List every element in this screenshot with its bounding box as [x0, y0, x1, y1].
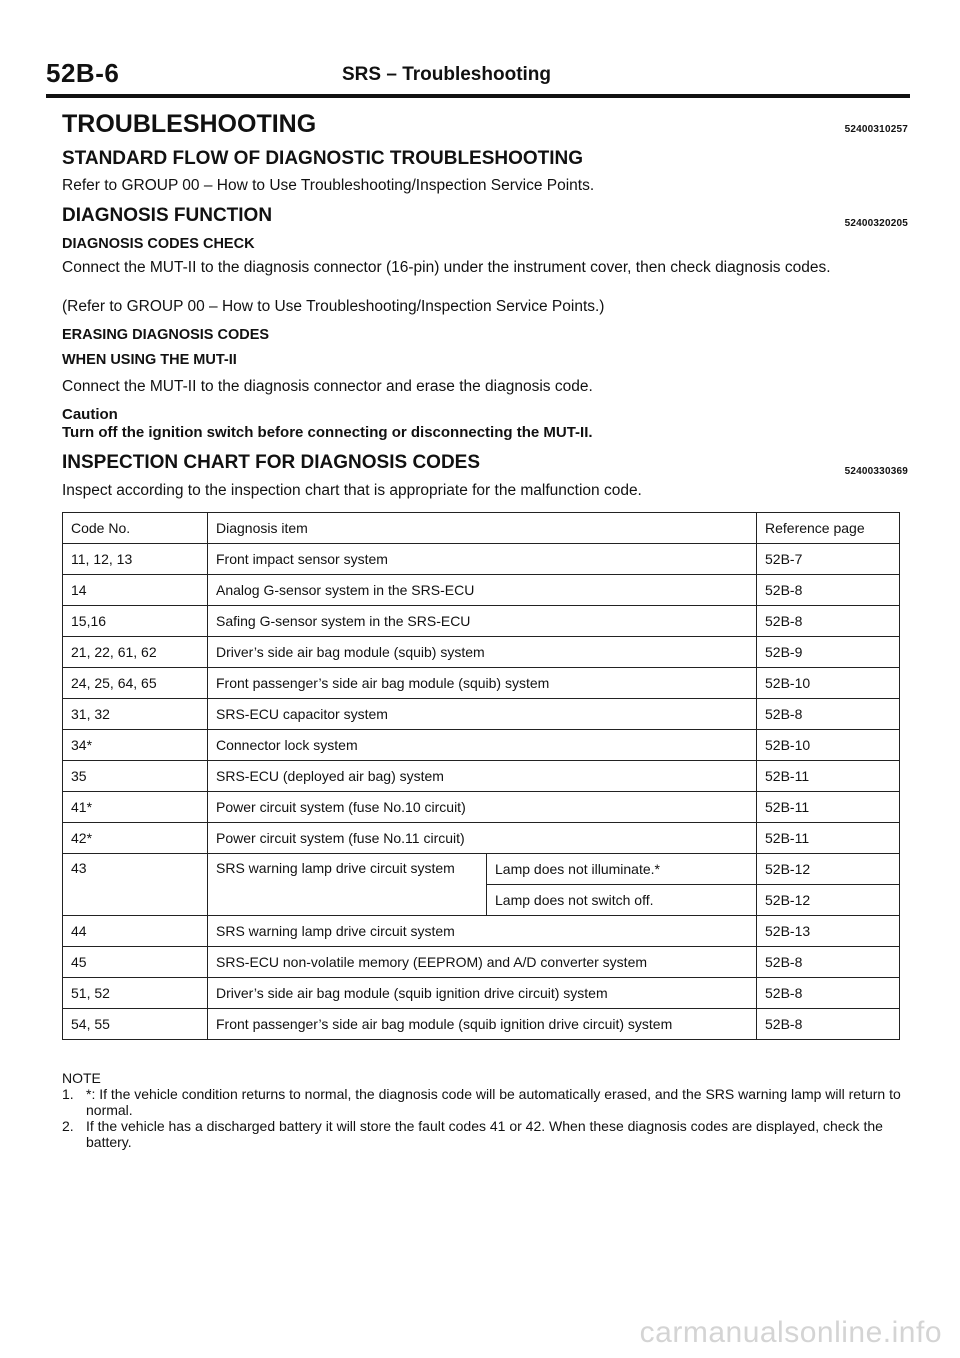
subheading-standard-flow: STANDARD FLOW OF DIAGNOSTIC TROUBLESHOOTING: [62, 148, 584, 169]
page-cell: 52B-10: [757, 668, 900, 699]
header-code-no: Code No.: [63, 513, 208, 544]
table-row: [63, 916, 900, 947]
page-title: SRS – Troubleshooting: [342, 64, 552, 85]
page-cell: 52B-8: [757, 978, 900, 1009]
inspection-chart-table: [62, 512, 900, 1040]
page-cell: 52B-13: [757, 916, 900, 947]
table-header-row: [63, 513, 900, 544]
note-label: NOTE: [62, 1070, 101, 1086]
page-cell: 52B-8: [757, 947, 900, 978]
table-row: [63, 637, 900, 668]
page-cell: 52B-8: [757, 575, 900, 606]
erasing-codes-heading: ERASING DIAGNOSIS CODES: [62, 327, 270, 343]
page-cell: 52B-11: [757, 761, 900, 792]
note-text: If the vehicle has a discharged battery it will store the fault codes 41 or 42. When these diagnosis codes are displayed, check the battery.: [86, 1118, 883, 1150]
note-text: *: If the vehicle condition returns to normal, the diagnosis code will be automatically erased, and the SRS warning lamp will return to normal.: [86, 1086, 901, 1118]
page-cell: 52B-9: [757, 637, 900, 668]
item-cell: Analog G-sensor system in the SRS-ECU: [208, 575, 757, 606]
page-cell: 52B-12: [757, 885, 900, 916]
item-cell: SRS-ECU capacitor system: [208, 699, 757, 730]
table-row: [63, 1009, 900, 1040]
table-row: [63, 792, 900, 823]
table-row: [63, 854, 900, 885]
note-number: 2.: [62, 1118, 74, 1134]
table-row: [63, 823, 900, 854]
code-cell: 43: [63, 854, 208, 916]
item-cell: Power circuit system (fuse No.10 circuit): [208, 792, 757, 823]
header-reference-page: Reference page: [757, 513, 900, 544]
section-heading-troubleshooting: TROUBLESHOOTING: [62, 110, 317, 138]
page-number: 52B-6: [46, 58, 120, 88]
code-cell: 11, 12, 13: [63, 544, 208, 575]
page-header: [46, 54, 910, 98]
code-cell: 42*: [63, 823, 208, 854]
code-cell: 51, 52: [63, 978, 208, 1009]
erasing-codes-text: Connect the MUT-II to the diagnosis connector and erase the diagnosis code.: [62, 378, 593, 395]
section-code: 52400310257: [844, 124, 908, 135]
code-cell: 44: [63, 916, 208, 947]
watermark: carmanualsonline.info: [639, 1316, 942, 1349]
item-cell: SRS warning lamp drive circuit system: [208, 916, 757, 947]
table-row: [63, 978, 900, 1009]
standard-flow-text: Refer to GROUP 00 – How to Use Troubleshooting/Inspection Service Points.: [62, 177, 595, 194]
code-cell: 54, 55: [63, 1009, 208, 1040]
code-cell: 24, 25, 64, 65: [63, 668, 208, 699]
diagnosis-codes-check-text: Connect the MUT-II to the diagnosis connector (16-pin) under the instrument cover, then check diagnosis codes.: [62, 259, 831, 276]
subheading-diagnosis-function: DIAGNOSIS FUNCTION: [62, 205, 273, 226]
code-cell: 31, 32: [63, 699, 208, 730]
note-item: [62, 1118, 912, 1150]
code-cell: 45: [63, 947, 208, 978]
page-cell: 52B-11: [757, 823, 900, 854]
condition-cell: Lamp does not illuminate.*: [487, 854, 757, 885]
item-cell: Safing G-sensor system in the SRS-ECU: [208, 606, 757, 637]
page-cell: 52B-11: [757, 792, 900, 823]
diagnosis-function-code: 52400320205: [844, 218, 908, 229]
table-row: [63, 947, 900, 978]
diagnosis-codes-check-heading: DIAGNOSIS CODES CHECK: [62, 236, 255, 252]
item-cell: SRS-ECU (deployed air bag) system: [208, 761, 757, 792]
table-row: [63, 730, 900, 761]
table-row: [63, 575, 900, 606]
item-cell: Front passenger’s side air bag module (squib ignition drive circuit) system: [208, 1009, 757, 1040]
subheading-inspection-chart: INSPECTION CHART FOR DIAGNOSIS CODES: [62, 452, 481, 473]
table-row: [63, 761, 900, 792]
item-cell: SRS-ECU non-volatile memory (EEPROM) and A/D converter system: [208, 947, 757, 978]
table-row: [63, 668, 900, 699]
item-cell: Driver’s side air bag module (squib) system: [208, 637, 757, 668]
item-cell: Driver’s side air bag module (squib ignition drive circuit) system: [208, 978, 757, 1009]
caution-label: Caution: [62, 406, 118, 423]
inspection-chart-code: 52400330369: [844, 466, 908, 477]
header-diagnosis-item: Diagnosis item: [208, 513, 757, 544]
page-cell: 52B-8: [757, 606, 900, 637]
condition-cell: Lamp does not switch off.: [487, 885, 757, 916]
page-cell: 52B-8: [757, 1009, 900, 1040]
page-cell: 52B-12: [757, 854, 900, 885]
code-cell: 35: [63, 761, 208, 792]
code-cell: 21, 22, 61, 62: [63, 637, 208, 668]
item-cell: SRS warning lamp drive circuit system: [208, 854, 487, 916]
inspection-chart-text: Inspect according to the inspection chart that is appropriate for the malfunction code.: [62, 482, 642, 499]
code-cell: 34*: [63, 730, 208, 761]
item-cell: Front impact sensor system: [208, 544, 757, 575]
code-cell: 14: [63, 575, 208, 606]
table-row: [63, 699, 900, 730]
code-cell: 15,16: [63, 606, 208, 637]
erasing-mut-subheading: WHEN USING THE MUT-II: [62, 352, 237, 368]
notes-section: [62, 1070, 912, 1150]
note-item: [62, 1086, 912, 1118]
page-cell: 52B-10: [757, 730, 900, 761]
table-row: [63, 544, 900, 575]
item-cell: Power circuit system (fuse No.11 circuit): [208, 823, 757, 854]
table-row: [63, 606, 900, 637]
diagnosis-codes-check-ref: (Refer to GROUP 00 – How to Use Troubleshooting/Inspection Service Points.): [62, 298, 605, 315]
note-number: 1.: [62, 1086, 74, 1102]
caution-text: Turn off the ignition switch before connecting or disconnecting the MUT-II.: [62, 424, 593, 441]
item-cell: Connector lock system: [208, 730, 757, 761]
item-cell: Front passenger’s side air bag module (squib) system: [208, 668, 757, 699]
page-cell: 52B-8: [757, 699, 900, 730]
code-cell: 41*: [63, 792, 208, 823]
page-cell: 52B-7: [757, 544, 900, 575]
